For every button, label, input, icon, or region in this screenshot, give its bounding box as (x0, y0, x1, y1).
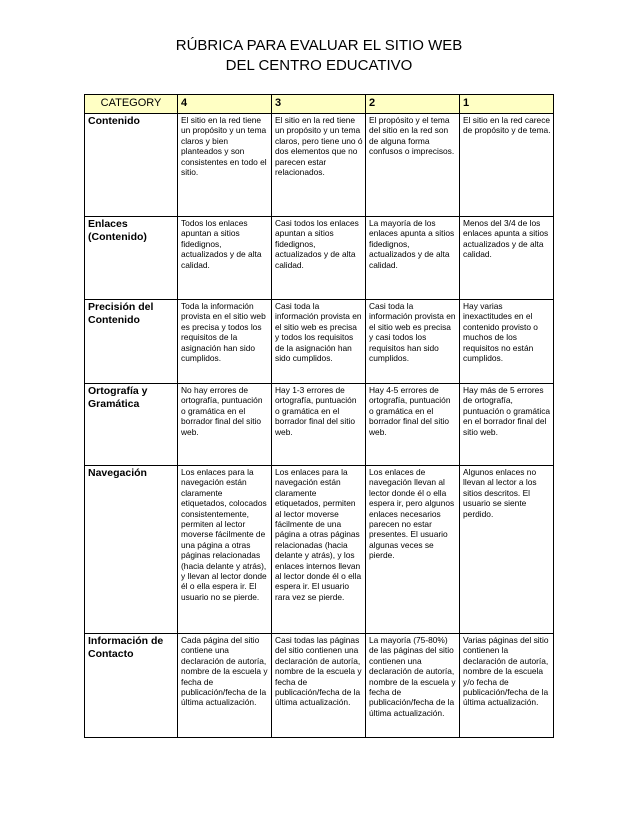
criterion-cell: Casi toda la información provista en el sitio web es precisa y casi todos los requisitos han sido cumplidos. (366, 300, 460, 384)
criterion-cell: No hay errores de ortografía, puntuación o gramática en el borrador final del sitio web. (178, 384, 272, 466)
table-row (85, 217, 554, 300)
header-score-4: 4 (178, 95, 272, 114)
criterion-cell: La mayoría (75-80%) de las páginas del sitio contienen una declaración de autoría, nombre de la escuela y fecha de publicación/fecha de la última actualización. (366, 634, 460, 738)
table-row (85, 300, 554, 384)
criterion-cell: Hay 4-5 errores de ortografía, puntuación o gramática en el borrador final del sitio web. (366, 384, 460, 466)
criterion-cell: Los enlaces para la navegación están claramente etiquetados, permiten al lector moverse fácilmente de una página a otras páginas relacionadas (hacia delante y atrás), y los enlaces internos llevan al lector donde él o ella espera ir. El usuario rara vez se pierde. (272, 466, 366, 634)
table-row (85, 634, 554, 738)
criterion-cell: Varias páginas del sitio contienen la declaración de autoría, nombre de la escuela y/o fecha de publicación/fecha de la última actualización. (460, 634, 554, 738)
header-category: CATEGORY (85, 95, 178, 114)
table-row (85, 466, 554, 634)
rubric-table (84, 94, 554, 738)
header-score-3: 3 (272, 95, 366, 114)
criterion-cell: El sitio en la red tiene un propósito y un tema claros y bien planteados y son consistentes en todo el sitio. (178, 114, 272, 217)
criterion-cell: Casi todos los enlaces apuntan a sitios fidedignos, actualizados y de alta calidad. (272, 217, 366, 300)
criterion-cell: Algunos enlaces no llevan al lector a los sitios descritos. El usuario se siente perdido. (460, 466, 554, 634)
document-title (0, 36, 638, 76)
category-label: Navegación (85, 466, 178, 634)
header-row (85, 95, 554, 114)
criterion-cell: El propósito y el tema del sitio en la red son de alguna forma confusos o imprecisos. (366, 114, 460, 217)
category-label: Contenido (85, 114, 178, 217)
criterion-cell: Menos del 3/4 de los enlaces apunta a sitios actualizados y de alta calidad. (460, 217, 554, 300)
criterion-cell: Casi todas las páginas del sitio contienen una declaración de autoría, nombre de la escuela y fecha de publicación/fecha de la última actualización. (272, 634, 366, 738)
table-row (85, 114, 554, 217)
criterion-cell: Todos los enlaces apuntan a sitios fidedignos, actualizados y de alta calidad. (178, 217, 272, 300)
criterion-cell: Los enlaces de navegación llevan al lector donde él o ella espera ir, pero algunos enlaces necesarios parecen no estar presentes. El usuario algunas veces se pierde. (366, 466, 460, 634)
criterion-cell: Los enlaces para la navegación están claramente etiquetados, colocados consistentemente, permiten al lector moverse fácilmente de una página a otras páginas relacionadas (hacia delante y atrás), y llevan al lector donde él o ella espera ir. El usuario no se pierde. (178, 466, 272, 634)
criterion-cell: Toda la información provista en el sitio web es precisa y todos los requisitos de la asignación han sido cumplidos. (178, 300, 272, 384)
criterion-cell: El sitio en la red carece de propósito y de tema. (460, 114, 554, 217)
category-label: Precisión del Contenido (85, 300, 178, 384)
criterion-cell: El sitio en la red tiene un propósito y un tema claros, pero tiene uno ó dos elementos que no parecen estar relacionados. (272, 114, 366, 217)
criterion-cell: La mayoría de los enlaces apunta a sitios fidedignos, actualizados y de alta calidad. (366, 217, 460, 300)
criterion-cell: Hay más de 5 errores de ortografía, puntuación o gramática en el borrador final del sitio web. (460, 384, 554, 466)
title-line-2: DEL CENTRO EDUCATIVO (225, 57, 413, 74)
header-score-2: 2 (366, 95, 460, 114)
category-label: Ortografía y Gramática (85, 384, 178, 466)
category-label: Enlaces (Contenido) (85, 217, 178, 300)
criterion-cell: Hay 1-3 errores de ortografía, puntuación o gramática en el borrador final del sitio web. (272, 384, 366, 466)
category-label: Información de Contacto (85, 634, 178, 738)
criterion-cell: Cada página del sitio contiene una declaración de autoría, nombre de la escuela y fecha de publicación/fecha de la última actualización. (178, 634, 272, 738)
criterion-cell: Hay varias inexactitudes en el contenido provisto o muchos de los requisitos no están cumplidos. (460, 300, 554, 384)
table-row (85, 384, 554, 466)
title-line-1: RÚBRICA PARA EVALUAR EL SITIO WEB (175, 37, 463, 54)
criterion-cell: Casi toda la información provista en el sitio web es precisa y todos los requisitos de la asignación han sido cumplidos. (272, 300, 366, 384)
header-score-1: 1 (460, 95, 554, 114)
